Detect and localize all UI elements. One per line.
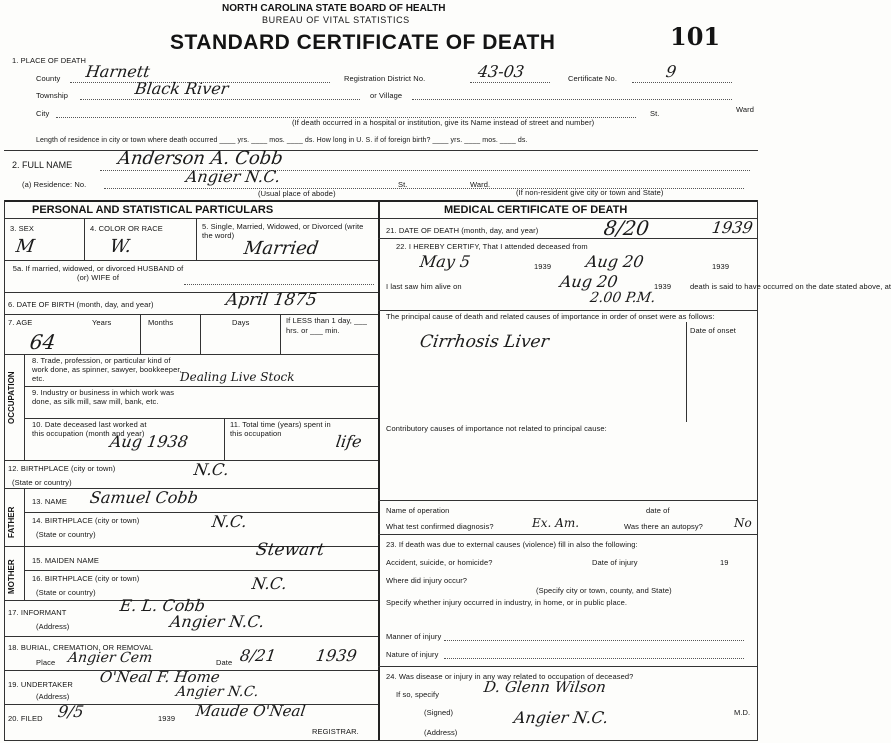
certificate-number: 101 [670,22,721,51]
trade-value: Dealing Live Stock [180,370,295,384]
informant-address-value: Angier N.C. [168,612,266,631]
contributory-label: Contributory causes of importance not related to principal cause: [386,424,607,433]
date-of-death-year: 1939 [710,218,755,237]
undertaker-address-value: Angier N.C. [174,684,260,700]
burial-date-label: Date [216,658,233,667]
specify-injury-label: Specify whether injury occurred in industry, in home, or in public place. [386,598,628,607]
medical-heading: MEDICAL CERTIFICATE OF DEATH [444,204,628,216]
residence-length: Length of residence in city or town where death occurred ____ yrs. ____ mos. ____ ds. How long in U. S. if of foreign birth? ____ yrs. ____ mos. ____ ds. [36,137,528,144]
dob-value: April 1875 [224,290,319,310]
operation-label: Name of operation [386,506,450,515]
date-of-death-label: 21. DATE OF DEATH (month, day, and year) [386,226,539,235]
onset-label: Date of onset [690,326,736,335]
nature-injury-label: Nature of injury [386,650,439,659]
test-value: Ex. Am. [532,516,580,530]
marital-value: Married [242,238,320,259]
residence-label: (a) Residence: No. [22,180,87,189]
burial-year-value: 1939 [314,646,359,665]
full-name-value: Anderson A. Cobb [116,148,285,169]
marital-label: 5. Single, Married, Widowed, or Divorced (write the word) [202,222,364,240]
mother-vertical-label: MOTHER [7,559,16,594]
father-birthplace-state-label: (State or country) [36,530,96,539]
undertaker-value: O'Neal F. Home [98,668,222,686]
undertaker-address-label: (Address) [36,692,70,701]
burial-place-value: Angier Cem [66,650,154,666]
st-label: St. [650,109,660,118]
birthplace-value: N.C. [192,460,231,479]
residence-st-label: St. [398,180,408,189]
where-injury-note: (Specify city or town, county, and State) [536,586,672,595]
total-time-value: life [334,432,363,451]
township-value: Black River [133,79,230,98]
dob-label: 6. DATE OF BIRTH (month, day, and year) [8,300,154,309]
physician-signature: D. Glenn Wilson [482,678,608,696]
less-than-label: If LESS than 1 day, ___ hrs. or ___ min. [286,316,367,335]
usual-place-note: (Usual place of abode) [258,189,336,198]
attended-from-date: May 5 [418,252,472,271]
years-label: Years [92,318,112,327]
last-alive-year: 1939 [654,282,672,291]
occupation-vertical-label: OCCUPATION [7,371,16,424]
trade-label: 8. Trade, profession, or particular kind of work done, as spinner, sawyer, bookkeeper, etc. [32,356,182,383]
father-name-value: Samuel Cobb [88,488,200,507]
death-said-label: death is said to have occurred on the date stated above, at [690,282,891,291]
informant-label: 17. INFORMANT [8,608,67,617]
md-label: M.D. [734,708,751,717]
father-name-label: 13. NAME [32,497,67,506]
last-worked-label: 10. Date deceased last worked at this occupation (month and year) [32,420,147,438]
principal-cause-value: Cirrhosis Liver [418,332,551,352]
age-value: 64 [28,330,58,354]
last-alive-label: I last saw him alive on [386,282,462,291]
board-name: NORTH CAROLINA STATE BOARD OF HEALTH [222,3,446,14]
color-label: 4. COLOR OR RACE [90,224,163,233]
certificate-no-value: 9 [664,62,678,81]
registrar-label: REGISTRAR. [312,727,359,736]
burial-date-value: 8/21 [238,646,278,665]
birthplace-state-label: (State or country) [12,478,72,487]
where-injury-label: Where did injury occur? [386,576,468,585]
county-value: Harnett [84,62,152,81]
operation-date-label: date of [646,506,670,515]
test-label: What test confirmed diagnosis? [386,522,494,531]
attended-to-date: Aug 20 [584,252,645,271]
ward-label: Ward [736,105,755,114]
informant-address-label: (Address) [36,622,70,631]
accident-label: Accident, suicide, or homicide? [386,558,493,567]
father-birthplace-value: N.C. [210,512,249,531]
mother-maiden-label: 15. MAIDEN NAME [32,556,99,565]
sex-label: 3. SEX [10,224,34,233]
mother-birthplace-state-label: (State or country) [36,588,96,597]
filed-year: 1939 [158,714,176,723]
township-label: Township [36,91,69,100]
physician-address-value: Angier N.C. [512,708,610,727]
age-label: 7. AGE [8,318,33,327]
mother-birthplace-label: 16. BIRTHPLACE (city or town) [32,574,140,583]
color-value: W. [108,236,133,257]
county-label: County [36,74,61,83]
mother-birthplace-value: N.C. [250,574,289,593]
burial-label: 18. BURIAL, CREMATION, OR REMOVAL [8,643,154,652]
if-so-label: If so, specify [396,690,440,699]
burial-place-label: Place [36,658,56,667]
industry-label: 9. Industry or business in which work was done, as silk mill, saw mill, bank, etc. [32,388,175,406]
filed-label: 20. FILED [8,714,43,723]
physician-address-label: (Address) [424,728,458,737]
injury-date-label: Date of injury [592,558,638,567]
autopsy-label: Was there an autopsy? [624,522,703,531]
spouse-label: 5a. If married, widowed, or divorced HUSBAND of (or) WIFE of [12,264,184,282]
certificate-no-label: Certificate No. [568,74,618,83]
place-of-death-label: 1. PLACE OF DEATH [12,56,87,65]
principal-cause-label: The principal cause of death and related causes of importance in order of onset were as follows: [386,312,715,321]
last-alive-value: Aug 20 [558,272,619,291]
last-worked-value: Aug 1938 [108,432,190,451]
autopsy-value: No [734,516,752,530]
signed-label: (Signed) [424,708,454,717]
registrar-signature: Maude O'Neal [194,702,307,720]
district-label: Registration District No. [344,74,426,83]
sex-value: M [14,236,36,257]
injury-year-label: 19 [720,558,729,567]
residence-ward-label: Ward. [470,180,491,189]
attended-to-year: 1939 [712,262,730,271]
mother-maiden-value: Stewart [254,540,326,560]
total-time-label: 11. Total time (years) spent in this occupation [230,420,331,438]
occupation-related-label: 24. Was disease or injury in any way related to occupation of deceased? [386,672,634,681]
hospital-note: (If death occurred in a hospital or institution, give its Name instead of street and number) [292,118,595,127]
village-label: or Village [370,91,403,100]
months-label: Months [148,318,174,327]
district-value: 43-03 [476,62,526,81]
filed-value: 9/5 [56,702,86,721]
father-birthplace-label: 14. BIRTHPLACE (city or town) [32,516,140,525]
nonresident-note: (If non-resident give city or town and State) [516,188,664,197]
birthplace-label: 12. BIRTHPLACE (city or town) [8,464,116,473]
manner-injury-label: Manner of injury [386,632,442,641]
days-label: Days [232,318,250,327]
informant-value: E. L. Cobb [118,596,207,615]
father-vertical-label: FATHER [7,506,16,538]
certify-label: 22. I HEREBY CERTIFY, That I attended deceased from [396,242,588,251]
full-name-label: 2. FULL NAME [12,160,73,170]
certificate-title: STANDARD CERTIFICATE OF DEATH [170,31,556,54]
city-label: City [36,109,50,118]
attended-from-year: 1939 [534,262,552,271]
residence-value: Angier N.C. [184,167,282,186]
personal-heading: PERSONAL AND STATISTICAL PARTICULARS [32,204,274,216]
date-of-death-value: 8/20 [602,216,651,240]
time-of-death-value: 2.00 P.M. [588,290,657,306]
bureau-name: BUREAU OF VITAL STATISTICS [262,15,410,25]
undertaker-label: 19. UNDERTAKER [8,680,73,689]
external-causes-label: 23. If death was due to external causes (violence) fill in also the following: [386,540,638,549]
